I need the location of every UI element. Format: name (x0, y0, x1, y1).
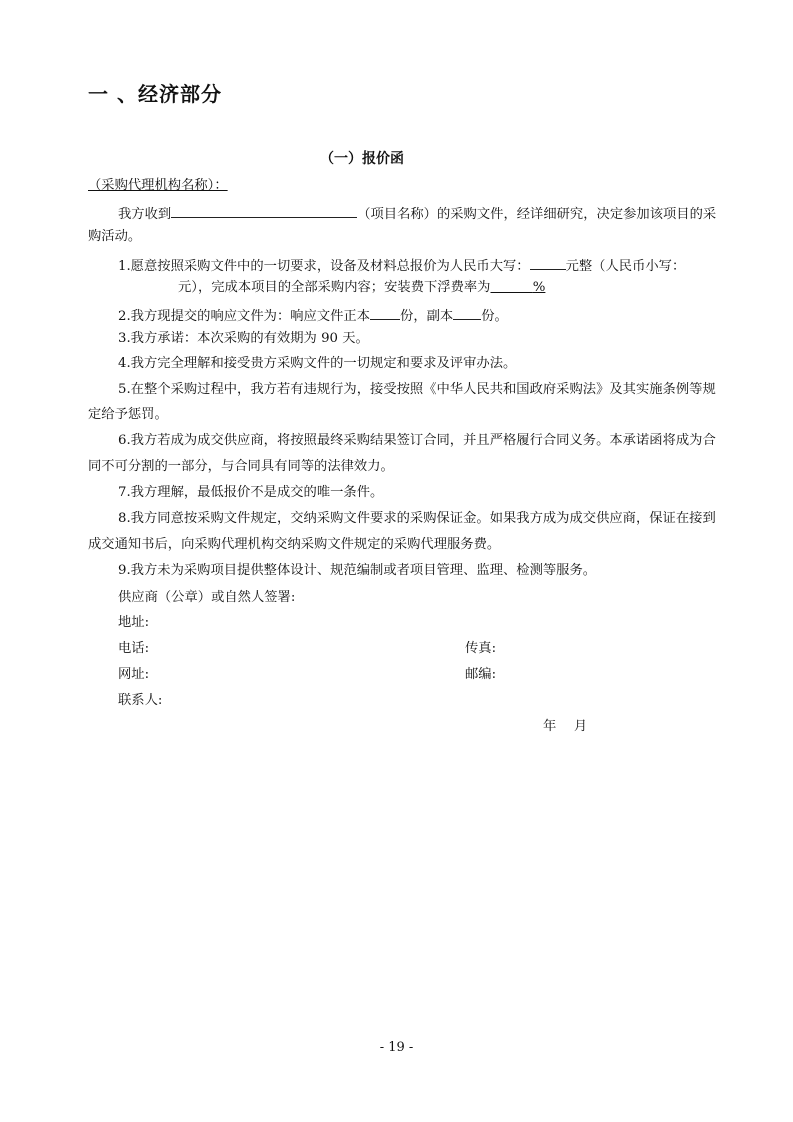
original-copies-blank (370, 305, 400, 320)
item-1-line-2 (178, 280, 545, 296)
phone-label: 电话: (118, 641, 150, 656)
item-5-line-2: 定给予惩罚。 (88, 407, 168, 422)
item-2-text-b: 份，副本 (400, 309, 454, 324)
supplier-label: 供应商（公章）或自然人签署: (118, 590, 296, 605)
date-label: 年 月 (543, 719, 588, 734)
item-1-line-1 (118, 255, 685, 275)
section-title: 一 、经济部分 (88, 82, 222, 106)
duplicate-copies-blank (453, 305, 481, 320)
item-1-text-b: 元整（人民币小写： (565, 259, 686, 274)
intro-line-2: 购活动。 (88, 229, 142, 244)
item-3: 3.我方承诺：本次采购的有效期为 90 天。 (118, 331, 369, 346)
rate-percent: % (532, 280, 546, 295)
item-1-text-a: 1.愿意按照采购文件中的一切要求，设备及材料总报价为人民币大写： (118, 259, 530, 274)
project-name-blank (171, 203, 357, 218)
item-6-line-1: 6.我方若成为成交供应商，将按照最终采购结果签订合同，并且严格履行合同义务。本承诺函将成为合 (118, 433, 716, 448)
fax-label: 传真: (465, 641, 497, 656)
addressee: （采购代理机构名称）： (88, 178, 228, 193)
intro-text-b: （项目名称）的采购文件，经详细研究，决定参加该项目的采 (357, 207, 717, 222)
item-8-line-2: 成交通知书后，向采购代理机构交纳采购文件规定的采购代理服务费。 (88, 537, 501, 552)
item-6-line-2: 同不可分割的一部分，与合同具有同等的法律效力。 (88, 459, 394, 474)
item-2-text-a: 2.我方现提交的响应文件为：响应文件正本 (118, 309, 371, 324)
item-2 (118, 305, 508, 325)
contact-label: 联系人: (118, 693, 163, 708)
intro-line-1 (118, 203, 716, 223)
item-8-line-1: 8.我方同意按采购文件规定，交纳采购文件要求的采购保证金。如果我方成为成交供应商，保证在接到 (118, 511, 716, 526)
letter-title: （一）报价函 (320, 151, 404, 167)
intro-text-a: 我方收到 (118, 207, 172, 222)
rate-blank (490, 280, 545, 295)
price-uppercase-blank (530, 255, 566, 270)
website-label: 网址: (118, 667, 150, 682)
page-number: - 19 - (379, 1040, 414, 1055)
item-4: 4.我方完全理解和接受贵方采购文件的一切规定和要求及评审办法。 (118, 356, 517, 371)
item-7: 7.我方理解，最低报价不是成交的唯一条件。 (118, 485, 384, 500)
item-2-text-c: 份。 (481, 309, 508, 324)
item-9: 9.我方未为采购项目提供整体设计、规范编制或者项目管理、监理、检测等服务。 (118, 563, 597, 578)
item-5-line-1: 5.在整个采购过程中，我方若有违规行为，接受按照《中华人民共和国政府采购法》及其实施条例等规 (118, 382, 716, 397)
address-label: 地址: (118, 615, 150, 630)
item-1-text-c: 元），完成本项目的全部采购内容；安装费下浮费率为 (178, 280, 491, 295)
postcode-label: 邮编: (465, 667, 497, 682)
